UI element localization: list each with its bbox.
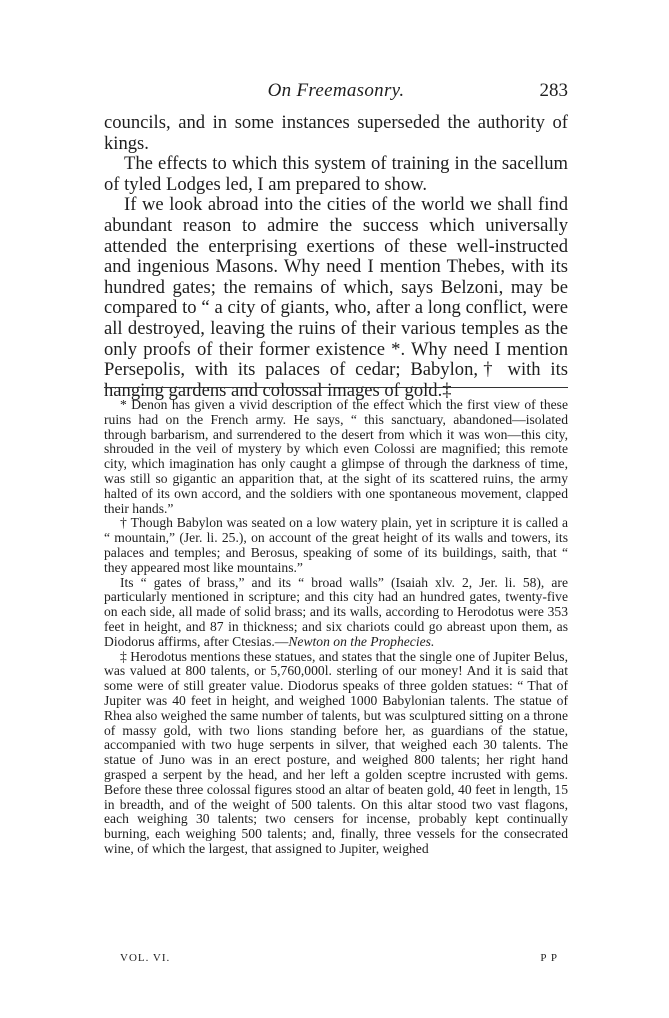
paragraph: If we look abroad into the cities of the world we shall find abundant reason to admire the success which universally attended the enterprising exertions of these well-instructed and ingenious Masons. Why need I mention Thebes, with its hundred gates; the remains of which, says Belzoni, may be compared to “ a city of giants, who, after a long conflict, were all destroyed, leaving the ruins of their various temples as the only proofs of their former existence *. Why need I mention Persepolis, with its palaces of cedar; Babylon,† with its hanging gardens and colossal images of gold.‡ <box>104 194 568 401</box>
footnote-continuation <box>104 576 568 650</box>
volume-mark: VOL. VI. <box>120 952 171 964</box>
footnote: † Though Babylon was seated on a low watery plain, yet in scripture it is called a “ mountain,” (Jer. li. 25.), on account of the great height of its walls and towers, its palaces and temples; and Berosus, speaking of some of its buildings, saith, that “ they appeared most like mountains.” <box>104 515 568 575</box>
page-number: 283 <box>539 80 568 101</box>
paragraph: The effects to which this system of training in the sacellum of tyled Lodges led, I am prepared to show. <box>104 153 568 195</box>
page-header <box>104 80 568 104</box>
signature-mark: P P <box>540 952 558 964</box>
footnote-divider <box>104 387 568 388</box>
footnote-source: Newton on the Prophecies. <box>288 633 435 649</box>
page-footer <box>120 952 558 968</box>
footnote: * Denon has given a vivid description of the effect which the first view of these ruins had on the French army. He says, “ this sanctuary, abandoned—isolated through barbarism, and surrendered to the desert from which it was won—this city, shrouded in the veil of mystery by which even Colossi are magnified; this remote city, which imagination has only caught a glimpse of through the darkness of time, was still so gigantic an apparition that, at the sight of its scattered ruins, the army halted of its own accord, and the soldiers with one spontaneous movement, clapped their hands.” <box>104 397 568 516</box>
paragraph: councils, and in some instances superseded the authority of kings. <box>104 112 568 154</box>
main-text <box>104 113 568 401</box>
footnote: ‡ Herodotus mentions these statues, and states that the single one of Jupiter Belus, was valued at 800 talents, or 5,760,000l. sterling of our money! And it is said that some were of still greater value. Diodorus speaks of three golden statues: “ That of Jupiter was 40 feet in height, and weighed 1000 Babylonian talents. The statue of Rhea also weighed the same number of talents, but was sculptured sitting on a throne of massy gold, with two lions standing before her, as guardians of the statue, accompanied with two huge serpents in silver, that weighed each 30 talents. The statue of Juno was in an erect posture, and weighed 800 talents; her right hand grasped a serpent by the head, and her left a golden sceptre incrusted with gems. Before these three colossal figures stood an altar of beaten gold, 40 feet in length, 15 in breadth, and of the weight of 500 talents. On this altar stood two vast flagons, each weighing 30 talents; two censers for incense, probably kept continually burning, each weighing 500 talents; and, finally, three vessels for the consecrated wine, of which the largest, that assigned to Jupiter, weighed <box>104 648 568 856</box>
footnote-text: Its “ gates of brass,” and its “ broad walls” (Isaiah xlv. 2, Jer. li. 58), are particularly mentioned in scripture; and this city had an hundred gates, twenty-five on each side, all made of solid brass; and its walls, according to Herodotus were 353 feet in height, and 87 in thickness; and six chariots could go abreast upon them, as Diodorus affirms, after Ctesias.— <box>104 574 568 649</box>
footnotes <box>104 398 568 857</box>
running-title: On Freemasonry. <box>267 80 405 101</box>
